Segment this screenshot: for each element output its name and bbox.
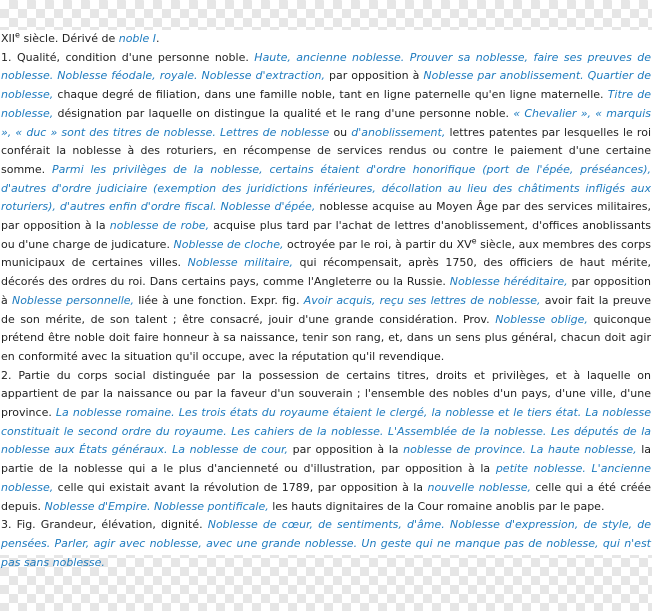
example-link[interactable]: noblesse de robe,: [109, 219, 210, 233]
example-link[interactable]: Noblesse oblige,: [495, 312, 588, 326]
sense-3: 3. Fig. Grandeur, élévation, dignité. Noblesse de cœur, de sentiments, d'âme. Noblesse d'expression, de style, de pensées. Parler, agir avec noblesse, avec une grande noblesse. Un geste qui ne manque pas de noblesse, qui n'est pas sans noblesse.: [1, 518, 651, 569]
etymology-line: XIIe siècle. Dérivé de noble I.: [1, 30, 160, 45]
example-link[interactable]: Noblesse personnelle,: [11, 293, 135, 307]
sense-2: 2. Partie du corps social distinguée par la possession de certains titres, droits et privilèges, et à laquelle on appartient de par la naissance ou par la faveur d'un souverain ; l'ensemble des nobles d'un pays, d'une ville, d'une province. La noblesse romaine. Les trois états du royaume étaient le clergé, la noblesse et le tiers état. La noblesse constituait le second ordre du royaume. Les cahiers de la noblesse. L'Assemblée de la noblesse. Les députés de la noblesse aux États généraux. La noblesse de cour, par opposition à la noblesse de province. La haute noblesse, la partie de la noblesse qui a le plus d'ancienneté ou d'illustration, par opposition à la petite noblesse. L'ancienne noblesse, celle qui existait avant la révolution de 1789, par opposition à la nouvelle noblesse, celle qui a été créée depuis. Noblesse d'Empire. Noblesse pontificale, les hauts dignitaires de la Cour romaine anoblis par le pape.: [1, 368, 652, 513]
dictionary-entry: [0, 30, 652, 569]
example-link[interactable]: Avoir acquis, reçu ses lettres de noblesse,: [303, 293, 541, 307]
example-link[interactable]: Noblesse héréditaire,: [449, 275, 568, 289]
example-link[interactable]: Titre de noblesse,: [1, 88, 651, 120]
example-link[interactable]: Haute, ancienne noblesse. Prouver sa noblesse, faire ses preuves de noblesse. Noblesse féodale, royale. Noblesse d'extraction,: [1, 50, 651, 83]
example-link[interactable]: La noblesse romaine. Les trois états du royaume étaient le clergé, la noblesse et le tiers état. La noblesse constituait le second ordre du royaume. Les cahiers de la noblesse. L'Assemblée de la noblesse. Les députés de la noblesse aux États généraux. La noblesse de cour,: [1, 406, 652, 457]
example-link[interactable]: Noblesse de cœur, de sentiments, d'âme. Noblesse d'expression, de style, de pensées. Parler, agir avec noblesse, avec une grande noblesse. Un geste qui ne manque pas de noblesse, qui n'est pas sans noblesse.: [1, 518, 651, 569]
example-link[interactable]: petite noblesse. L'ancienne noblesse,: [1, 462, 651, 494]
example-link[interactable]: Noblesse d'Empire. Noblesse pontificale,: [44, 499, 269, 513]
example-link[interactable]: Parmi les privilèges de la noblesse, certains étaient d'ordre honorifique (port de l'épée, préséances), d'autres d'ordre judiciaire (exemption des juridictions inférieures, décollation au lieu des châtiments infligés aux roturiers), d'autres enfin d'ordre fiscal. Noblesse d'épée,: [1, 162, 651, 214]
example-link[interactable]: « Chevalier », « marquis », « duc » sont des titres de noblesse. Lettres de noblesse: [1, 106, 652, 139]
example-link[interactable]: noblesse de province. La haute noblesse,: [403, 443, 637, 457]
example-link[interactable]: Noblesse par anoblissement. Quartier de noblesse,: [1, 69, 651, 102]
example-link[interactable]: nouvelle noblesse,: [427, 480, 531, 494]
example-link[interactable]: Noblesse de cloche,: [173, 237, 284, 251]
sense-1: 1. Qualité, condition d'une personne noble. Haute, ancienne noblesse. Prouver sa noblesse, faire ses preuves de noblesse. Noblesse féodale, royale. Noblesse d'extraction, par opposition à Noblesse par anoblissement. Quartier de noblesse, chaque degré de filiation, dans une famille noble, tant en ligne paternelle qu'en ligne maternelle. Titre de noblesse, désignation par laquelle on distingue la qualité et le rang d'une personne noble. « Chevalier », « marquis », « duc » sont des titres de noblesse. Lettres de noblesse ou d'anoblissement, lettres patentes par lesquelles le roi conférait la noblesse à des roturiers, en récompense de services rendus ou contre le paiement d'une certaine somme. Parmi les privilèges de la noblesse, certains étaient d'ordre honorifique (port de l'épée, préséances), d'autres d'ordre judiciaire (exemption des juridictions inférieures, décollation au lieu des châtiments infligés aux roturiers), d'autres enfin d'ordre fiscal. Noblesse d'épée, noblesse acquise au Moyen Âge par des services militaires, par opposition à la noblesse de robe, acquise plus tard par l'achat de lettres d'anoblissement, d'offices anoblissants ou d'une charge de judicature. Noblesse de cloche, octroyée par le roi, à partir du XVe siècle, aux membres des corps municipaux de certaines villes. Noblesse militaire, qui récompensait, après 1750, des officiers de haut mérite, décorés des ordres du roi. Dans certains pays, comme l'Angleterre ou la Russie. Noblesse héréditaire, par opposition à Noblesse personnelle, liée à une fonction. Expr. fig. Avoir acquis, reçu ses lettres de noblesse, avoir fait la preuve de son mérite, de son talent ; être consacré, jouir d'une grande considération. Prov. Noblesse oblige, quiconque prétend être noble doit faire honneur à sa naissance, tenir son rang, et, dans un sens plus général, chacun doit agir en conformité avec la situation qu'il occupe, avec la réputation qu'il revendique.: [1, 50, 652, 363]
example-link[interactable]: Noblesse militaire,: [187, 256, 293, 270]
example-link[interactable]: d'anoblissement,: [351, 125, 446, 139]
link-noble[interactable]: noble I: [118, 32, 156, 45]
